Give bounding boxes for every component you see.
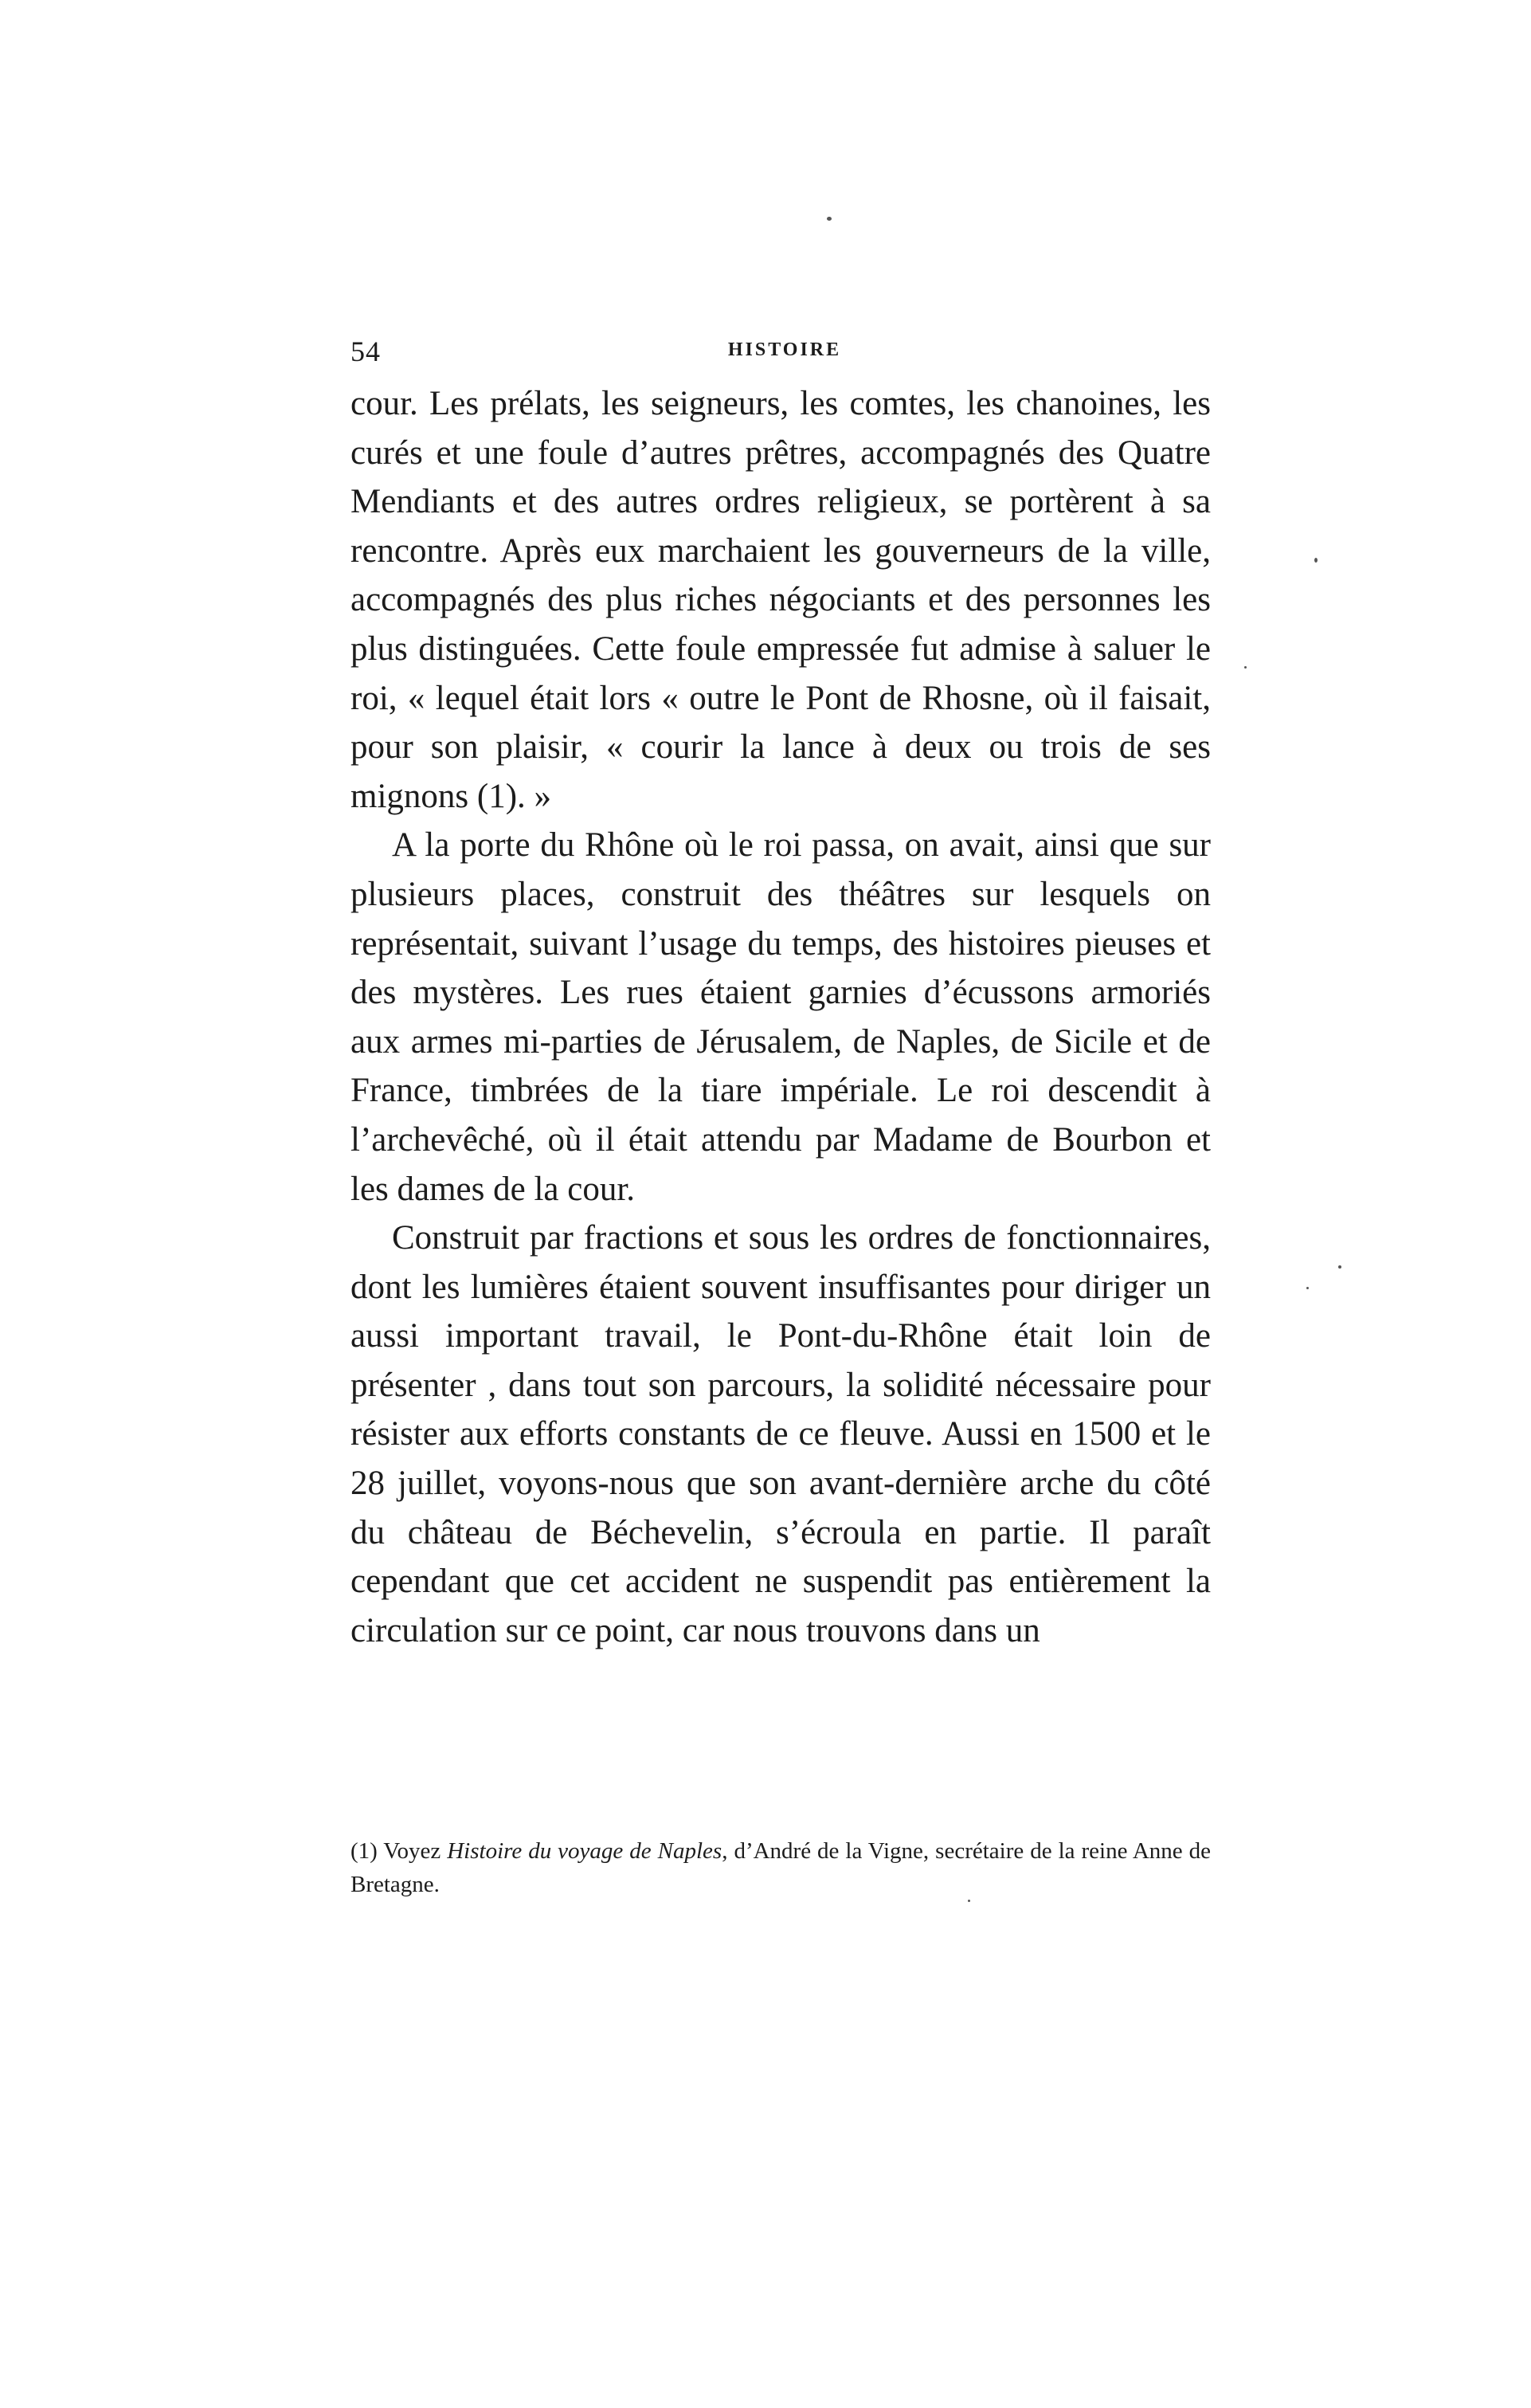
paragraph-3: Construit par fractions et sous les ordres de fonctionnaires, dont les lumières étaient souvent insuffisantes pour diriger un aussi important travail, le Pont-du-Rhône était loin de présenter , dans tout son parcours, la solidité nécessaire pour résister aux efforts constants de ce fleuve. Aussi en 1500 et le 28 juillet, voyons-nous que son avant-dernière arche du côté du château de Béchevelin, s’écroula en partie. Il paraît cependant que cet accident ne suspendit pas entièrement la circulation sur ce point, car nous trouvons dans un [350,1219,1211,1649]
scan-speck [968,1900,970,1902]
footnote-marker: (1) [350,1838,378,1864]
scan-speck [1338,1265,1341,1269]
footnote-lead: Voyez [383,1838,441,1864]
footnote-work-title: Histoire du voyage de Naples [447,1838,722,1864]
footnote-rest: , d’André de la Vigne, secrétaire de la reine Anne de Bretagne. [350,1838,1211,1897]
page-header [350,335,1219,375]
running-title: HISTOIRE [727,339,842,360]
paragraph-1: cour. Les prélats, les seigneurs, les comtes, les chanoines, les curés et une foule d’autres prêtres, accompagnés des Quatre Mendiants et des autres ordres religieux, se portèrent à sa rencontre. Après eux marchaient les gouverneurs de la ville, accompagnés des plus riches négociants et des personnes les plus distinguées. Cette foule empressée fut admise à saluer le roi, « lequel était lors « outre le Pont de Rhosne, où il faisait, pour son plaisir, « courir la lance à deux ou trois de ses mignons (1). » [350,385,1211,815]
scan-speck [1244,666,1247,669]
scan-speck [1306,1287,1309,1289]
paragraph-2: A la porte du Rhône où le roi passa, on avait, ainsi que sur plusieurs places, construit des théâtres sur lesquels on représentait, suivant l’usage du temps, des histoires pieuses et des mystères. Les rues étaient garnies d’écussons armoriés aux armes mi-parties de Jérusalem, de Naples, de Sicile et de France, timbrées de la tiare impériale. Le roi descendit à l’archevêché, où il était attendu par Madame de Bourbon et les dames de la cour. [350,826,1211,1208]
body-text [350,379,1211,1655]
scan-speck [827,217,832,221]
footnote [350,1834,1211,1901]
page-number: 54 [350,335,381,367]
scan-speck [1314,558,1318,563]
